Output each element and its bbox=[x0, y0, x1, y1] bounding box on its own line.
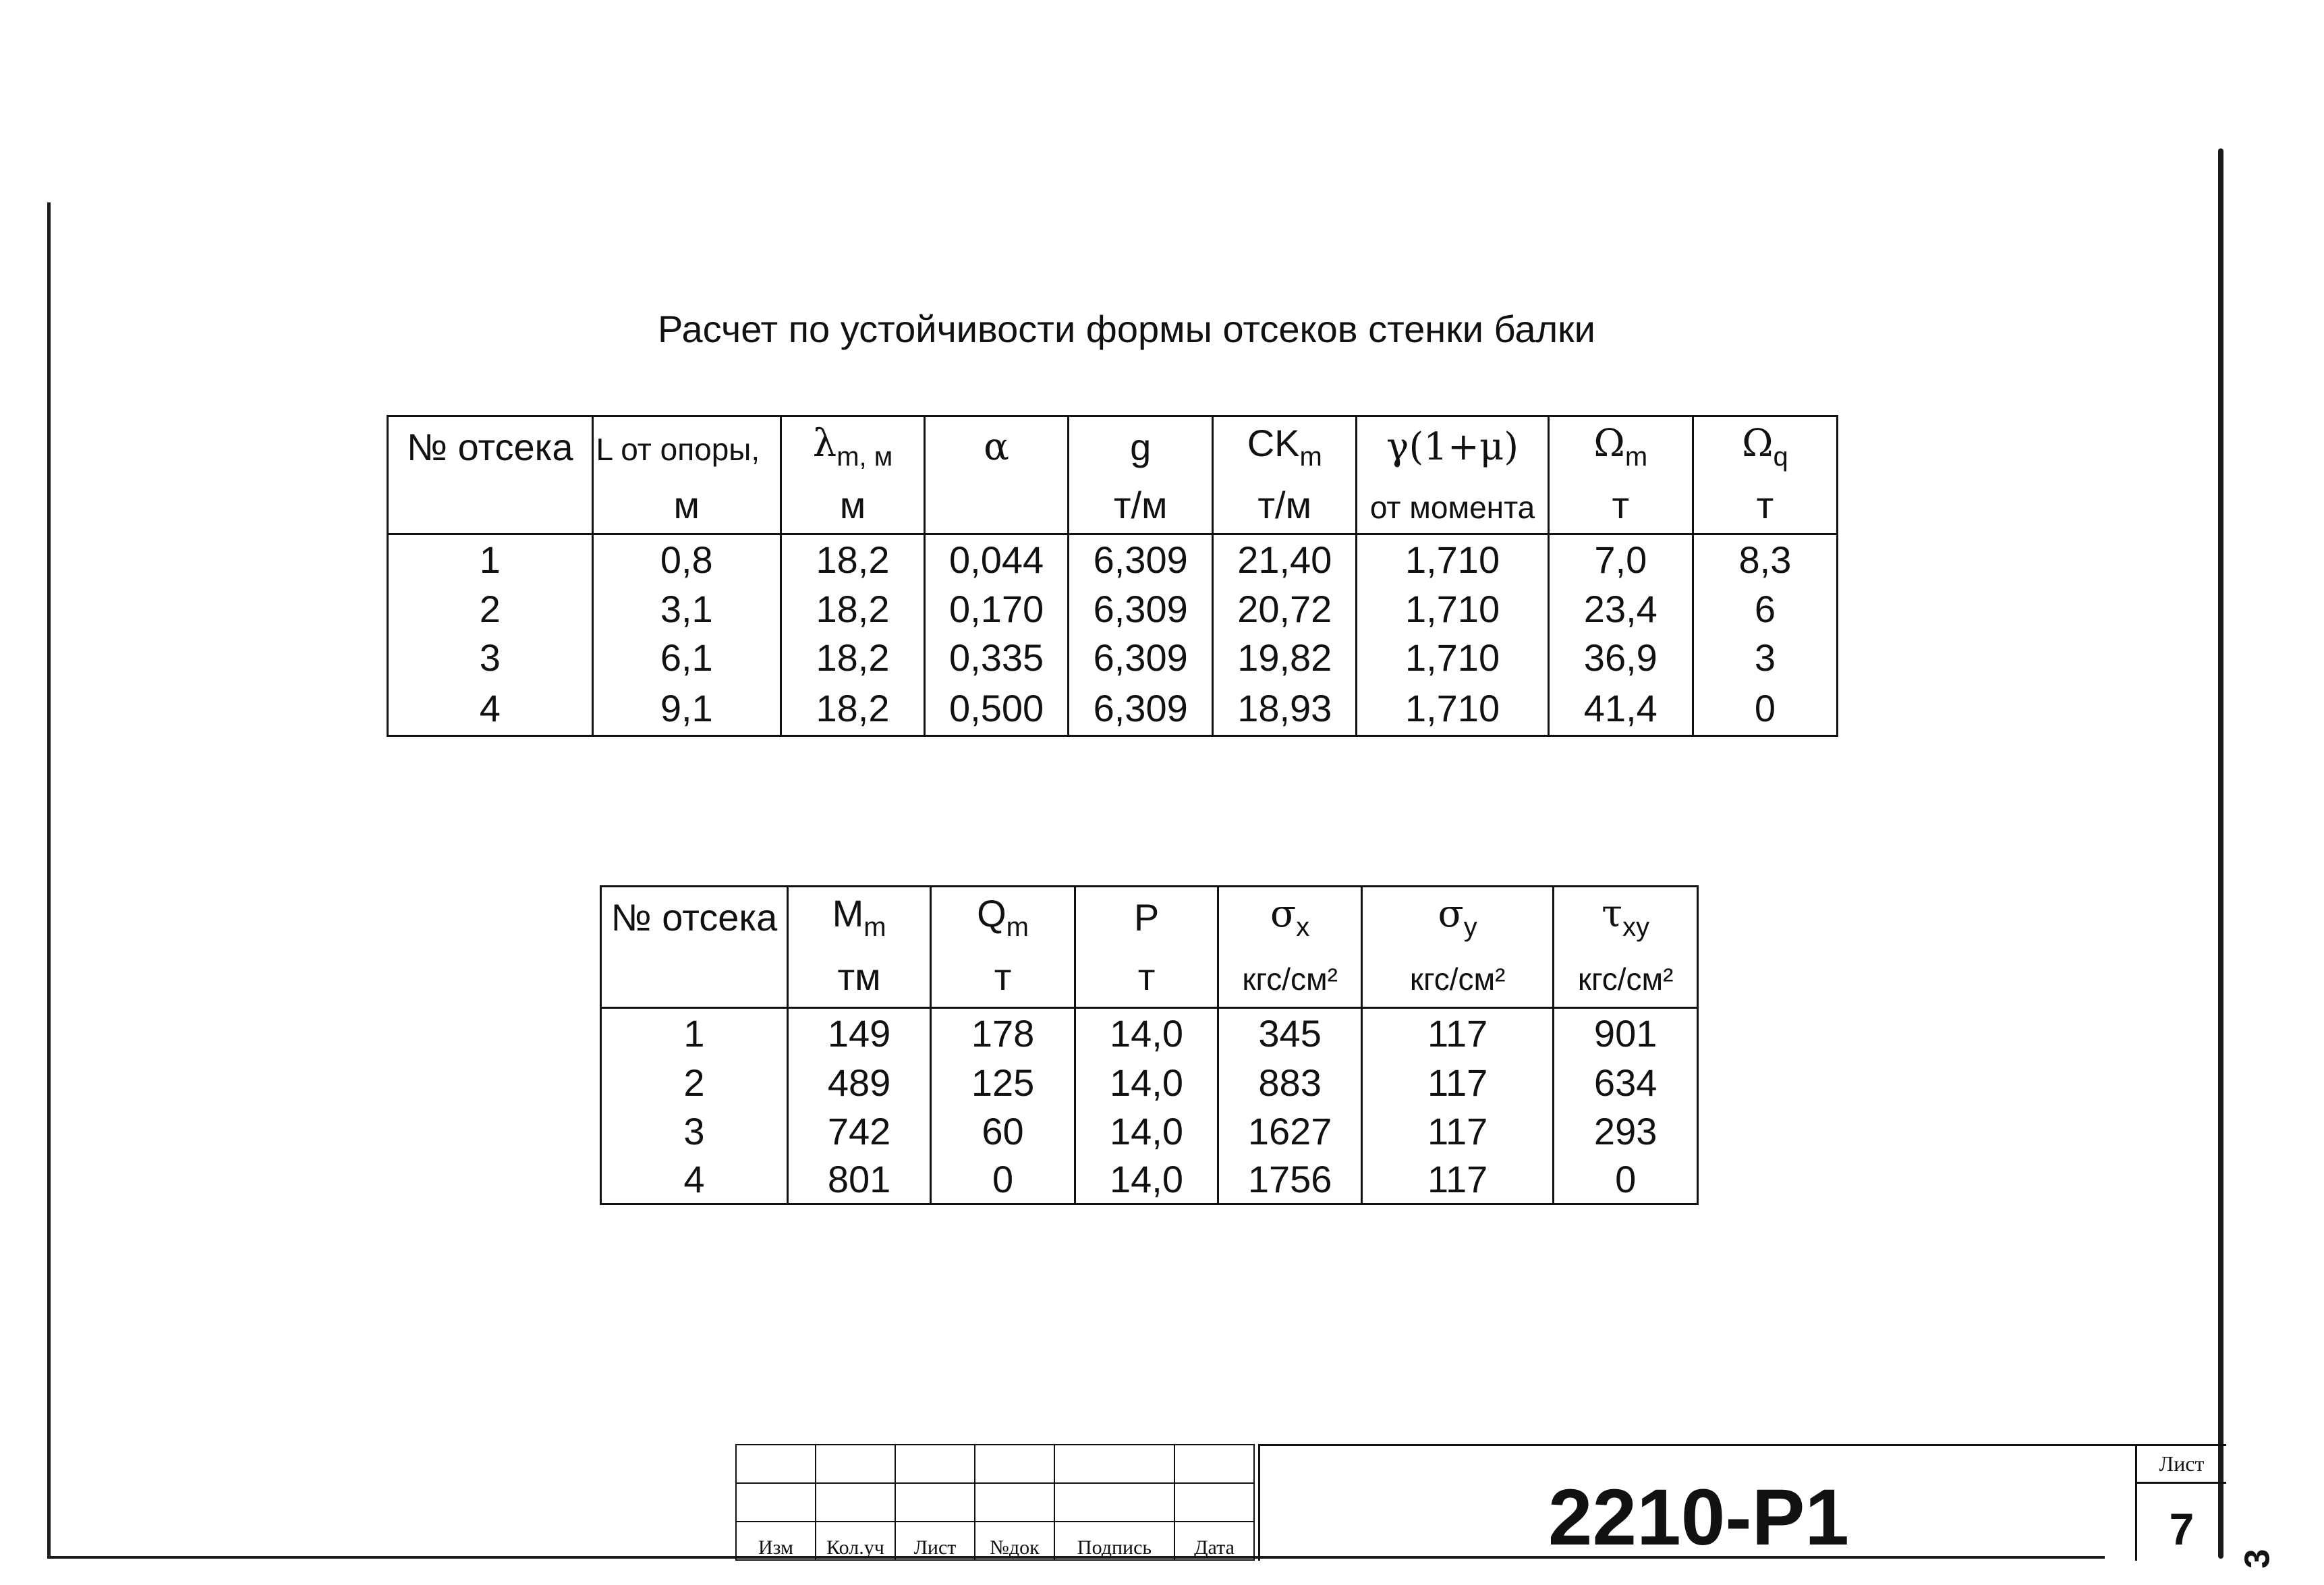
stamp-label-change: Изм bbox=[736, 1522, 816, 1560]
t1-header-distance: L от опоры, bbox=[592, 416, 781, 477]
table-cell: 4 bbox=[601, 1156, 788, 1204]
stamp-cell bbox=[1054, 1445, 1174, 1483]
sheet-label: Лист bbox=[2137, 1451, 2226, 1484]
t2-unit-sigma-y: кгс/см² bbox=[1361, 947, 1553, 1008]
table-cell: 8,3 bbox=[1693, 534, 1837, 585]
table-cell: 1,710 bbox=[1357, 682, 1548, 736]
table-cell: 901 bbox=[1554, 1008, 1698, 1059]
stability-table bbox=[387, 415, 1838, 737]
title-block bbox=[735, 1444, 2226, 1560]
t2-header-sigma-x: $\sigma_x$ bbox=[1218, 887, 1362, 947]
table-row bbox=[601, 1107, 1698, 1156]
table-cell: 125 bbox=[931, 1059, 1075, 1107]
table-cell: 293 bbox=[1554, 1107, 1698, 1156]
table-cell: 14,0 bbox=[1075, 1156, 1218, 1204]
t1-unit-ck: т/м bbox=[1213, 477, 1357, 534]
table-cell: 883 bbox=[1218, 1059, 1362, 1107]
table-cell: 9,1 bbox=[592, 682, 781, 736]
table-cell: 0,170 bbox=[925, 585, 1069, 634]
table-cell: 6,309 bbox=[1069, 682, 1213, 736]
table-cell: 3 bbox=[388, 634, 593, 682]
table-row bbox=[388, 534, 1838, 585]
stamp-cell bbox=[816, 1445, 895, 1483]
table-cell: 117 bbox=[1361, 1059, 1553, 1107]
stamp-cell bbox=[736, 1483, 816, 1522]
table-cell: 6,1 bbox=[592, 634, 781, 682]
table-cell: 18,2 bbox=[781, 585, 924, 634]
table-row bbox=[601, 1008, 1698, 1059]
table-cell: 6,309 bbox=[1069, 634, 1213, 682]
table-cell: 18,2 bbox=[781, 534, 924, 585]
table-cell: 23,4 bbox=[1548, 585, 1693, 634]
t2-unit-p: т bbox=[1075, 947, 1218, 1008]
table-cell: 60 bbox=[931, 1107, 1075, 1156]
t2-unit-shear: т bbox=[931, 947, 1075, 1008]
table-cell: 21,40 bbox=[1213, 534, 1357, 585]
table-cell: 18,93 bbox=[1213, 682, 1357, 736]
table-cell: 14,0 bbox=[1075, 1059, 1218, 1107]
t1-unit-omega-q: т bbox=[1693, 477, 1837, 534]
t1-header-ck: $CK_m$ bbox=[1213, 416, 1357, 477]
page-title: Расчет по устойчивости формы отсеков стенки балки bbox=[658, 308, 1595, 350]
t1-header-compartment: № отсека bbox=[388, 416, 593, 477]
table-cell: 41,4 bbox=[1548, 682, 1693, 736]
stamp-label-count: Кол.уч bbox=[816, 1522, 895, 1560]
table-cell: 2 bbox=[601, 1059, 788, 1107]
stamp-label-signature: Подпись bbox=[1054, 1522, 1174, 1560]
table-cell: 1,710 bbox=[1357, 585, 1548, 634]
table-cell: 3 bbox=[1693, 634, 1837, 682]
stamp-cell bbox=[1174, 1445, 1254, 1483]
table-cell: 117 bbox=[1361, 1008, 1553, 1059]
table-cell: 742 bbox=[787, 1107, 930, 1156]
table-cell: 4 bbox=[388, 682, 593, 736]
stamp-cell bbox=[895, 1483, 975, 1522]
table-cell: 634 bbox=[1554, 1059, 1698, 1107]
table-row bbox=[388, 585, 1838, 634]
stamp-cell bbox=[736, 1445, 816, 1483]
table-row bbox=[601, 1156, 1698, 1204]
table-cell: 18,2 bbox=[781, 634, 924, 682]
stamp-label-date: Дата bbox=[1174, 1522, 1254, 1560]
table-cell: 20,72 bbox=[1213, 585, 1357, 634]
t2-header-moment: $M_m$ bbox=[787, 887, 930, 947]
revision-grid bbox=[735, 1444, 1255, 1561]
stamp-label-doc: №док bbox=[975, 1522, 1054, 1560]
stamp-cell bbox=[975, 1483, 1054, 1522]
t2-header-compartment: № отсека bbox=[601, 887, 788, 947]
t2-header-tau-xy: $\tau_{xy}$ bbox=[1554, 887, 1698, 947]
table-cell: 36,9 bbox=[1548, 634, 1693, 682]
table-cell: 1,710 bbox=[1357, 634, 1548, 682]
t2-unit-tau-xy: кгс/см² bbox=[1554, 947, 1698, 1008]
table-cell: 117 bbox=[1361, 1156, 1553, 1204]
table-cell: 6,309 bbox=[1069, 585, 1213, 634]
frame-left-border bbox=[47, 202, 51, 1559]
t1-header-lambda: $\lambda_{m, м}$ bbox=[781, 416, 924, 477]
stamp-cell bbox=[816, 1483, 895, 1522]
table-row bbox=[388, 682, 1838, 736]
frame-right-border bbox=[2218, 148, 2223, 1559]
table-cell: 14,0 bbox=[1075, 1107, 1218, 1156]
t1-unit-g: т/м bbox=[1069, 477, 1213, 534]
table-row bbox=[388, 634, 1838, 682]
table-cell: 0,044 bbox=[925, 534, 1069, 585]
table-cell: 178 bbox=[931, 1008, 1075, 1059]
table-cell: 0 bbox=[1693, 682, 1837, 736]
sheet-number: 7 bbox=[2169, 1504, 2194, 1554]
t1-unit-alpha bbox=[925, 477, 1069, 534]
table-cell: 0,335 bbox=[925, 634, 1069, 682]
table-cell: 18,2 bbox=[781, 682, 924, 736]
t1-header-gamma: γ(1+μ) bbox=[1357, 416, 1548, 477]
table-cell: 0 bbox=[931, 1156, 1075, 1204]
t2-header-p: P bbox=[1075, 887, 1218, 947]
t2-unit-sigma-x: кгс/см² bbox=[1218, 947, 1362, 1008]
t2-header-sigma-y: $\sigma_y$ bbox=[1361, 887, 1553, 947]
t1-header-omega-m: $\Omega_m$ bbox=[1548, 416, 1693, 477]
t2-unit-moment: тм bbox=[787, 947, 930, 1008]
table-cell: 0,500 bbox=[925, 682, 1069, 736]
table-cell: 489 bbox=[787, 1059, 930, 1107]
doc-code: 2210-P1 bbox=[1548, 1473, 1850, 1562]
t1-unit-omega-m: т bbox=[1548, 477, 1693, 534]
table-cell: 345 bbox=[1218, 1008, 1362, 1059]
table-cell: 801 bbox=[787, 1156, 930, 1204]
table-cell: 3 bbox=[601, 1107, 788, 1156]
table-cell: 0 bbox=[1554, 1156, 1698, 1204]
table-row bbox=[601, 1059, 1698, 1107]
stress-table bbox=[600, 885, 1699, 1205]
table-cell: 0,8 bbox=[592, 534, 781, 585]
t1-header-omega-q: $\Omega_q$ bbox=[1693, 416, 1837, 477]
table-cell: 149 bbox=[787, 1008, 930, 1059]
table-cell: 7,0 bbox=[1548, 534, 1693, 585]
table-cell: 6,309 bbox=[1069, 534, 1213, 585]
table-cell: 1 bbox=[388, 534, 593, 585]
t1-header-alpha: α bbox=[925, 416, 1069, 477]
doc-code-box bbox=[1258, 1444, 2137, 1561]
table-cell: 2 bbox=[388, 585, 593, 634]
table-cell: 6 bbox=[1693, 585, 1837, 634]
table-cell: 1756 bbox=[1218, 1156, 1362, 1204]
stamp-cell bbox=[1054, 1483, 1174, 1522]
table-cell: 1,710 bbox=[1357, 534, 1548, 585]
stamp-label-sheet: Лист bbox=[895, 1522, 975, 1560]
table-cell: 3,1 bbox=[592, 585, 781, 634]
table-cell: 117 bbox=[1361, 1107, 1553, 1156]
t1-header-g: g bbox=[1069, 416, 1213, 477]
t1-unit-gamma: от момента bbox=[1357, 477, 1548, 534]
t1-unit-lambda: м bbox=[781, 477, 924, 534]
t1-unit-compartment bbox=[388, 477, 593, 534]
sheet-box bbox=[2135, 1444, 2226, 1561]
table-cell: 19,82 bbox=[1213, 634, 1357, 682]
corner-page-number: 3 bbox=[2238, 1549, 2277, 1569]
table-cell: 14,0 bbox=[1075, 1008, 1218, 1059]
stamp-cell bbox=[975, 1445, 1054, 1483]
table-cell: 1 bbox=[601, 1008, 788, 1059]
t2-header-shear: $Q_m$ bbox=[931, 887, 1075, 947]
stamp-cell bbox=[895, 1445, 975, 1483]
t2-unit-compartment bbox=[601, 947, 788, 1008]
stamp-cell bbox=[1174, 1483, 1254, 1522]
t1-unit-distance: м bbox=[592, 477, 781, 534]
table-cell: 1627 bbox=[1218, 1107, 1362, 1156]
